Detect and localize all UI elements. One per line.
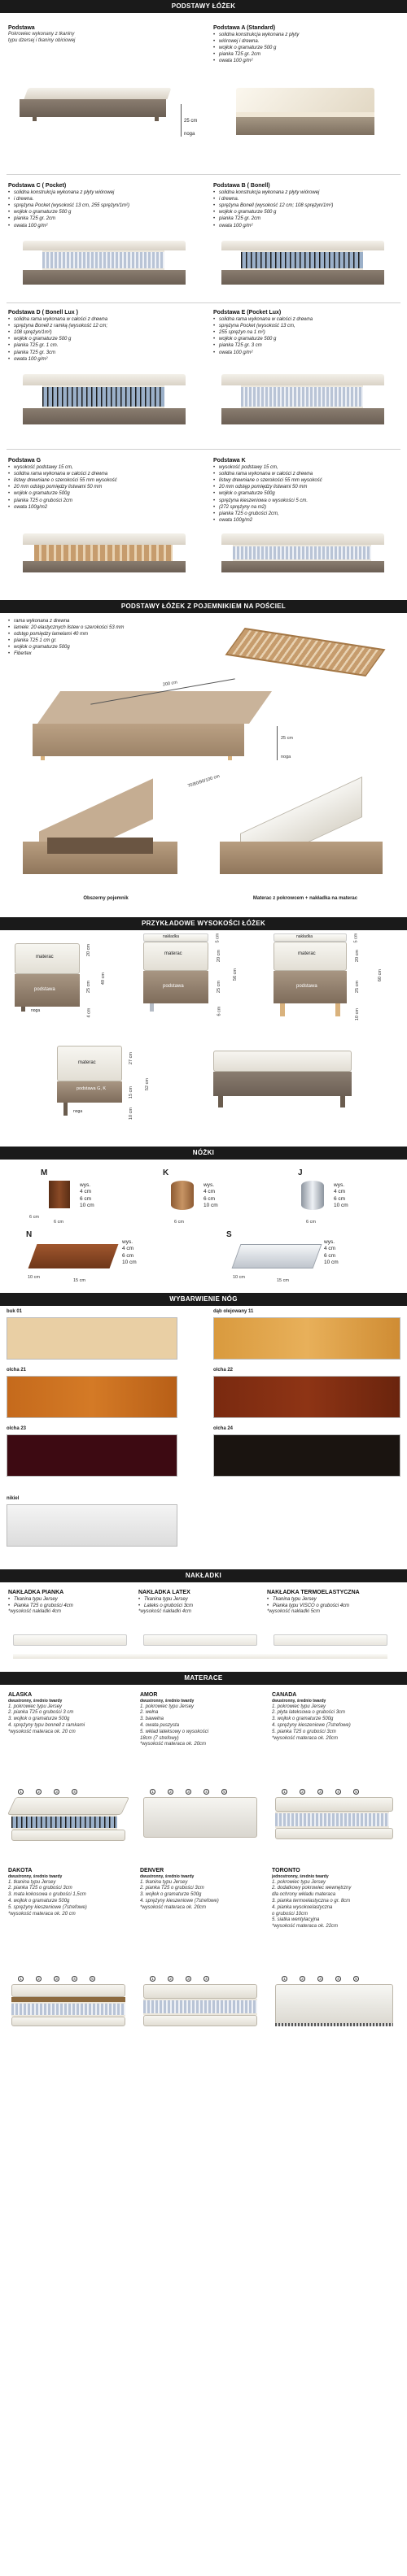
dim-value: 52 cm xyxy=(144,1078,150,1091)
dim-value: 56 cm xyxy=(232,968,238,981)
mattress-title: ALASKA xyxy=(8,1692,33,1698)
topper-foam-illustration xyxy=(13,1634,127,1646)
slat-frame-illustration xyxy=(228,630,391,679)
base-d-text xyxy=(8,309,204,363)
topper-row-shadow xyxy=(13,1654,387,1659)
spec-item: • owata 100g/m2 xyxy=(213,517,405,524)
finish-name: olcha 23 xyxy=(7,1426,27,1431)
mattress-title: CANADA xyxy=(272,1692,297,1698)
label-base: podstawa xyxy=(163,984,184,989)
mattress-item: 1. pokrowiec typu Jersey xyxy=(140,1704,195,1709)
spec-item: • wojłok o gramaturze 500 g xyxy=(8,209,204,215)
base-a-illustration xyxy=(220,88,399,145)
mattress-canada-illustration: 1 2 3 4 5 xyxy=(275,1789,397,1846)
leg-n-illustration xyxy=(28,1244,119,1268)
spec-item: • pianka T25 gr. 3 cm xyxy=(213,342,405,349)
base-k-text xyxy=(213,457,405,524)
spec-item: • 20 mm odstęp pomiędzy listwami 50 mm xyxy=(8,484,204,490)
storage-height: 25 cm xyxy=(281,736,293,741)
section-header-finishes: WYBARWIENIE NÓG xyxy=(0,1293,407,1306)
mattress-item: 4. pianka wysokoelastyczna xyxy=(272,1904,333,1910)
topper-thermo-illustration xyxy=(274,1634,387,1646)
dim-line xyxy=(181,104,182,137)
leg-n-dims xyxy=(122,1239,137,1267)
spec-item: • Tkanina typu Jersey xyxy=(267,1596,405,1603)
label-leg: noga xyxy=(73,1109,83,1114)
leg-k-dims xyxy=(204,1182,218,1210)
dim-value: 10 cm xyxy=(334,1203,348,1209)
spec-item: • wojłok o gramaturze 500g xyxy=(8,490,204,497)
label-mattress: materac xyxy=(78,1060,96,1065)
topper-title: NAKŁADKA PIANKA xyxy=(8,1590,64,1595)
spec-item: • pianka T25 gr. 2cm xyxy=(213,215,405,222)
mattress-canada xyxy=(272,1691,404,1742)
mattress-item: 2. pianka T25 o grubości 3cm xyxy=(140,1886,204,1891)
base-k-title: Podstawa K xyxy=(213,458,246,463)
finish-name: buk 01 xyxy=(7,1309,23,1314)
spec-item: • owata 100 g/m² xyxy=(213,58,400,64)
dim-height: 25 cm xyxy=(184,119,198,124)
dim-label: wys. xyxy=(334,1182,344,1188)
dim-label: wys. xyxy=(324,1239,335,1245)
spec-item: • solidna konstrukcja wykonana z płyty xyxy=(213,32,400,38)
spec-item: • pianka T25 gr. 2cm xyxy=(8,215,204,222)
spec-item: • pianka T25 o grubości 2cm, xyxy=(213,511,405,517)
base-plain-illustration xyxy=(16,88,179,127)
leg-code: S xyxy=(226,1230,232,1239)
dim-value: 4 cm xyxy=(334,1189,346,1195)
dim-value: 10 cm xyxy=(128,1107,133,1120)
section-header-legs: NÓŻKI xyxy=(0,1147,407,1160)
mattress-item: 2. wełna xyxy=(140,1710,159,1716)
mattress-note: *wysokość materaca ok. 20cm xyxy=(140,1742,207,1747)
spec-item: • solidna konstrukcja wykonana z płyty wiórowej xyxy=(213,189,405,196)
spec-item: • pianka T25 o grubości 2cm xyxy=(8,498,204,504)
mattress-item: 2. dodatkowy pokrowiec wewnętrzny xyxy=(272,1886,352,1891)
mattress-sub: dwustronny, średnio twardy xyxy=(140,1874,195,1880)
spec-item: • Tkanina typu Jersey xyxy=(8,1596,130,1603)
dim-value: 4 cm xyxy=(80,1189,92,1195)
spec-item: • Pianka T25 o grubości 4cm xyxy=(8,1603,130,1609)
leg-s-illustration xyxy=(232,1244,322,1268)
topper-note: *wysokość nakładki 4cm xyxy=(138,1609,192,1615)
leg-code: K xyxy=(163,1168,169,1177)
leg-base: 15 cm xyxy=(73,1278,85,1283)
spec-item: • odstęp pomiędzy lamelami 40 mm xyxy=(8,631,212,637)
storage-spec xyxy=(8,618,212,658)
leg-code: M xyxy=(41,1168,48,1177)
spec-item: • listwy drewniane o szerokości 55 mm wysokość xyxy=(8,477,204,484)
label-base-gk: podstawa G, K xyxy=(77,1086,107,1091)
dim-value: 25 cm xyxy=(354,981,360,994)
finish-swatch-nikiel[interactable] xyxy=(7,1504,177,1547)
leg-base: 6 cm xyxy=(174,1220,184,1225)
base-c-text xyxy=(8,182,204,229)
base-plain-title: Podstawa xyxy=(8,25,35,31)
mattress-item: 4. owata puszysta xyxy=(140,1722,180,1728)
topper-note: *wysokość nakładki 4cm xyxy=(8,1609,62,1615)
dim-value: 10 cm xyxy=(354,1008,360,1021)
dim-value: 6 cm xyxy=(334,1195,346,1202)
dim-value: 6 cm xyxy=(217,1006,222,1016)
base-plain-line: Pokrowiec wykonany z tkaniny xyxy=(8,32,75,37)
mattress-item: 5. wkład lateksowy o wysokości xyxy=(140,1729,209,1734)
spec-item: • sprężyna kieszeniowa o wysokości 5 cm. xyxy=(213,498,405,504)
caption-storage: Obszerny pojemnik xyxy=(83,896,129,901)
mattress-item: 3. wojłok o gramaturze 500g xyxy=(140,1892,202,1898)
leg-code: N xyxy=(26,1230,33,1239)
storage-bed-illustration xyxy=(33,691,277,781)
storage-length: 200 cm xyxy=(162,680,178,688)
leg-base: 15 cm xyxy=(277,1278,289,1283)
mattress-toronto-illustration: 1 2 3 4 5 xyxy=(275,1976,397,2033)
base-b-title: Podstawa B ( Bonell) xyxy=(213,183,270,189)
spec-item: • wojłok o gramaturze 500 g xyxy=(213,209,405,215)
label-mattress: materac xyxy=(164,951,182,956)
dim-line xyxy=(277,726,278,760)
storage-width: 70/80/90/100 cm xyxy=(186,773,221,790)
mattress-title: AMOR xyxy=(140,1692,158,1698)
spec-item: • Lateks o grubości 3cm xyxy=(138,1603,260,1609)
leg-k-illustration xyxy=(171,1181,194,1210)
spec-item: • 255 sprężyn na 1 m²) xyxy=(213,329,405,336)
section-header-heights: PRZYKŁADOWE WYSOKOŚCI ŁÓŻEK xyxy=(0,917,407,930)
mattress-denver-illustration: 1 2 3 4 xyxy=(143,1976,261,2033)
spec-item: • sprężyna Pocket (wysokość 13 cm, xyxy=(213,323,405,329)
label-topper: nakładka xyxy=(296,934,313,939)
mattress-note: *wysokość materaca ok. 20 cm xyxy=(8,1911,76,1917)
leg-base: 10 cm xyxy=(233,1275,245,1280)
dim-value: 4 cm xyxy=(86,1007,92,1018)
dim-value: 4 cm xyxy=(324,1246,336,1252)
spec-item: • Fibertex xyxy=(8,651,212,657)
mattress-title: DENVER xyxy=(140,1868,164,1873)
leg-base: 6 cm xyxy=(29,1215,39,1220)
section-header-toppers: NAKŁADKI xyxy=(0,1569,407,1582)
label-mattress: materac xyxy=(298,951,316,956)
dim-label: wys. xyxy=(204,1182,214,1188)
topper-note: *wysokość nakładki 5cm xyxy=(267,1609,321,1615)
topper-thermo xyxy=(267,1589,405,1616)
mattress-item: 5. sprężyny kieszeniowe (7strefowe) xyxy=(8,1904,87,1910)
spec-item: • i drewna. xyxy=(8,196,204,202)
mattress-item: 3. pianka termoelastyczna o gr. 8cm xyxy=(272,1898,351,1904)
spec-item: • owata 100g/m2 xyxy=(8,504,204,511)
base-d-title: Podstawa D ( Bonell Lux ) xyxy=(8,310,78,315)
divider xyxy=(7,449,400,450)
mattress-sub: dwustronny, średnio twardy xyxy=(272,1699,326,1704)
mattress-toronto xyxy=(272,1867,404,1930)
dim-value: 27 cm xyxy=(128,1052,133,1065)
mattress-dakota-illustration: 1 2 3 4 5 xyxy=(11,1976,129,2033)
base-e-title: Podstawa E (Pocket Lux) xyxy=(213,310,282,315)
base-e-text xyxy=(213,309,405,356)
mattress-alaska xyxy=(8,1691,135,1736)
base-c-title: Podstawa C ( Pocket) xyxy=(8,183,67,189)
spec-item: • 108 sprężyn/1m²) xyxy=(8,329,204,336)
base-g-title: Podstawa G xyxy=(8,458,42,463)
mattress-note: *wysokość materaca ok. 20cm xyxy=(272,1735,339,1741)
storage-open-illustration xyxy=(23,805,186,886)
leg-base: 6 cm xyxy=(54,1220,63,1225)
spec-item: • wysokość podstawy 15 cm, xyxy=(213,464,405,471)
base-g-text xyxy=(8,457,204,511)
spec-item: • (272 sprężyny na m2) xyxy=(213,504,405,511)
dim-value: 10 cm xyxy=(324,1260,339,1266)
leg-m-illustration xyxy=(49,1181,70,1208)
finish-name: nikiel xyxy=(7,1496,20,1501)
dim-value: 49 cm xyxy=(100,973,106,986)
spec-item: • pianka T25 gr. 2cm xyxy=(213,51,400,58)
dim-value: 10 cm xyxy=(122,1260,137,1266)
dim-value: 6 cm xyxy=(122,1252,134,1259)
label-leg: noga xyxy=(31,1008,41,1013)
dim-value: 25 cm xyxy=(216,981,221,994)
spec-item: • sprężyna Bonell (wysokość 12 cm; 108 sprężyn/1m²) xyxy=(213,202,405,209)
spec-item: • wojłok o gramaturze 500 g xyxy=(213,45,400,51)
base-e-illustration xyxy=(217,374,396,431)
dim-value: 60 cm xyxy=(377,969,383,982)
leg-s-dims xyxy=(324,1239,339,1267)
spec-item: • wojłok o gramaturze 500 g xyxy=(8,336,204,342)
mattress-note: *wysokość materaca ok. 20cm xyxy=(140,1904,207,1910)
dim-value: 4 cm xyxy=(122,1246,134,1252)
mattress-sub: dwustronny, średnio twardy xyxy=(8,1699,63,1704)
leg-j-dims xyxy=(334,1182,348,1210)
mattress-sub: dwustronny, średnio twardy xyxy=(8,1874,63,1880)
dim-value: 6 cm xyxy=(324,1252,336,1259)
spec-item: • solidna rama wykonana w całości z drewna xyxy=(213,471,405,477)
base-b-illustration xyxy=(217,241,396,289)
mattress-item: 4. wojłok o gramaturze 500g xyxy=(8,1898,70,1904)
topper-latex-illustration xyxy=(143,1634,257,1646)
finish-swatch-olcha-23[interactable] xyxy=(7,1434,177,1477)
spec-item: • i drewna. xyxy=(213,196,405,202)
finish-swatch-olcha-24[interactable] xyxy=(213,1434,400,1477)
spec-item: • 20 mm odstęp pomiędzy listwami 50 mm xyxy=(213,484,405,490)
mattress-title: TORONTO xyxy=(272,1868,300,1873)
mattress-item: 3. mata kokosowa o grubości 1,5cm xyxy=(8,1892,86,1898)
spec-item: • pianka T25 1 cm gr. xyxy=(8,637,212,644)
dim-value: 6 cm xyxy=(204,1195,216,1202)
spec-item: • sprężyna Bonell z ramką (wysokość 12 cm; xyxy=(8,323,204,329)
mattress-item: 4. sprężyny typu bonnell z ramkami xyxy=(8,1722,85,1728)
finish-name: olcha 24 xyxy=(213,1426,234,1431)
mattress-dakota xyxy=(8,1867,135,1917)
dim-value: 20 cm xyxy=(85,944,91,957)
mattress-item: 1. pokrowiec typu Jersey xyxy=(272,1879,326,1885)
spec-item: • wiórowej i drewna. xyxy=(213,38,400,45)
mattress-item: 1. pokrowiec typu Jersey xyxy=(272,1704,326,1709)
spec-item: • sprężyna Pocket (wysokość 13 cm, 255 sprężyn/1m²) xyxy=(8,202,204,209)
label-topper: nakładka xyxy=(163,934,180,939)
mattress-item: 2. pianka T25 o grubości 3 cm xyxy=(8,1710,74,1716)
leg-m-dims xyxy=(80,1182,94,1210)
spec-item: • rama wykonana z drewna xyxy=(8,618,212,624)
base-k-illustration xyxy=(217,533,396,582)
spec-item: • owata 100 g/m² xyxy=(8,356,204,363)
finish-swatch-olcha-22[interactable] xyxy=(213,1376,400,1418)
finish-name: olcha 22 xyxy=(213,1368,234,1373)
spec-item: • pianka T25 gr. 3cm xyxy=(8,350,204,356)
mattress-item: 1. pokrowiec typu Jersey xyxy=(8,1704,63,1709)
spec-item: • Tkanina typu Jersey xyxy=(138,1596,260,1603)
spec-item: • solidna rama wykonana w całości z drewna xyxy=(213,316,405,323)
dim-value: 10 cm xyxy=(80,1203,94,1209)
divider xyxy=(7,174,400,175)
mattress-item: 3. wojłok o gramaturze 500g xyxy=(8,1717,70,1722)
caption-mattress: Materac z pokrowcem + nakładka na materac xyxy=(252,896,358,901)
dim-label: wys. xyxy=(80,1182,90,1188)
finish-name: dąb olejowany 11 xyxy=(213,1309,254,1314)
spec-item: • wojłok o gramaturze 500g xyxy=(8,644,212,651)
mattress-item: 5. pianka T25 o grubości 3cm xyxy=(272,1729,336,1734)
spec-item: • listwy drewniane o szerokości 55 mm wysokość xyxy=(213,477,405,484)
mattress-item: 3. wojłok o gramaturze 500g xyxy=(272,1717,334,1722)
spec-item: • solidna rama wykonana w całości z drewna xyxy=(8,316,204,323)
topper-title: NAKŁADKA LATEX xyxy=(138,1590,190,1595)
spec-item: • wojłok o gramaturze 500 g xyxy=(213,336,405,342)
spec-item: • owata 100 g/m² xyxy=(213,350,405,356)
base-a-title: Podstawa A (Standard) xyxy=(213,25,276,31)
dim-value: 25 cm xyxy=(85,981,91,994)
mattress-item: 1. tkanina typu Jersey xyxy=(8,1879,56,1885)
mattress-item: 4. sprężyny kieszeniowe (7strefowe) xyxy=(140,1898,219,1904)
topper-latex xyxy=(138,1589,260,1616)
spec-item: • solidna rama wykonana w całości z drewna xyxy=(8,471,204,477)
section-header-mattresses: MATERACE xyxy=(0,1672,407,1685)
dim-value: 15 cm xyxy=(128,1086,133,1099)
dim-value: 4 cm xyxy=(204,1189,216,1195)
mattress-item: 1. tkanina typu Jersey xyxy=(140,1879,188,1885)
storage-mattress-illustration xyxy=(216,805,395,886)
spec-item: • wysokość podstawy 15 cm, xyxy=(8,464,204,471)
spec-item: • owata 100 g/m² xyxy=(8,223,204,229)
finish-swatch-dab[interactable] xyxy=(213,1317,400,1360)
mattress-alaska-illustration: 1 2 3 4 xyxy=(11,1789,129,1846)
mattress-amor xyxy=(140,1691,267,1748)
topper-title: NAKŁADKA TERMOELASTYCZNA xyxy=(267,1590,360,1595)
label-base: podstawa xyxy=(296,984,317,989)
dim-value: 20 cm xyxy=(216,950,221,963)
dim-label: wys. xyxy=(122,1239,133,1245)
base-plain-text xyxy=(8,24,195,45)
storage-leg: noga xyxy=(281,755,291,759)
mattress-item: 3. bawełna xyxy=(140,1717,164,1722)
label-mattress: materac xyxy=(36,955,54,959)
mattress-item: 4. sprężyny kieszeniowe (7strefowe) xyxy=(272,1722,351,1728)
base-a-text xyxy=(213,24,400,65)
spec-item: • pianka T25 gr. 1 cm. xyxy=(8,342,204,349)
mattress-item: 2. płyta lateksowa o grubości 3cm xyxy=(272,1710,346,1716)
dim-value: 10 cm xyxy=(204,1203,218,1209)
spec-item: • Pianka typu VISCO o grubości 4cm xyxy=(267,1603,405,1609)
finish-swatch-olcha-21[interactable] xyxy=(7,1376,177,1418)
mattress-item: 18cm (7 strefowy) xyxy=(140,1735,179,1741)
leg-j-illustration xyxy=(301,1181,324,1210)
divider xyxy=(7,302,400,303)
spec-item: • owata 100 g/m² xyxy=(213,223,405,229)
dim-value: 6 cm xyxy=(80,1195,92,1202)
mattress-sub: dwustronny, średnio twardy xyxy=(140,1699,195,1704)
dim-leg: noga xyxy=(184,132,195,137)
base-d-illustration xyxy=(18,374,197,431)
mattress-amor-illustration: 1 2 3 4 5 xyxy=(143,1789,261,1846)
mattress-note: *wysokość materaca ok. 22cm xyxy=(272,1924,339,1930)
mattress-note: *wysokość materaca ok. 20 cm xyxy=(8,1729,76,1734)
mattress-item: 5. siatka wentylacyjna xyxy=(272,1917,320,1923)
finish-swatch-buk[interactable] xyxy=(7,1317,177,1360)
label-base: podstawa xyxy=(34,987,55,992)
section-header-storage: PODSTAWY ŁÓŻEK Z POJEMNIKIEM NA POŚCIEL xyxy=(0,600,407,613)
mattress-sub: jednostronny, średnio twardy xyxy=(272,1874,329,1880)
leg-code: J xyxy=(298,1168,303,1177)
section-header-bases: PODSTAWY ŁÓŻEK xyxy=(0,0,407,13)
dim-value: 5 cm xyxy=(353,933,359,943)
mattress-item: o grubości 10cm xyxy=(272,1911,309,1917)
dim-value: 20 cm xyxy=(354,950,360,963)
mattress-denver xyxy=(140,1867,267,1912)
spec-item: • wojłok o gramaturze 500g xyxy=(213,490,405,497)
mattress-title: DAKOTA xyxy=(8,1868,33,1873)
mattress-item: dla ochrony wkładu materaca xyxy=(272,1892,336,1898)
height-example-5 xyxy=(213,1051,360,1116)
spec-item: • solidna konstrukcja wykonana z płyty wiórowej xyxy=(8,189,204,196)
leg-base: 6 cm xyxy=(306,1220,316,1225)
base-b-text xyxy=(213,182,405,229)
dim-value: 5 cm xyxy=(215,933,221,943)
topper-foam xyxy=(8,1589,130,1616)
base-plain-line: typu dzersej i tkaniny obiciowej xyxy=(8,37,76,43)
spec-item: • lamele: 20 elastycznych listew o szerokości 53 mm xyxy=(8,624,212,631)
leg-base: 10 cm xyxy=(28,1275,40,1280)
base-c-illustration xyxy=(18,241,197,289)
base-g-illustration xyxy=(18,533,197,582)
mattress-item: 2. pianka T25 o grubości 3cm xyxy=(8,1886,72,1891)
finish-name: olcha 21 xyxy=(7,1368,27,1373)
